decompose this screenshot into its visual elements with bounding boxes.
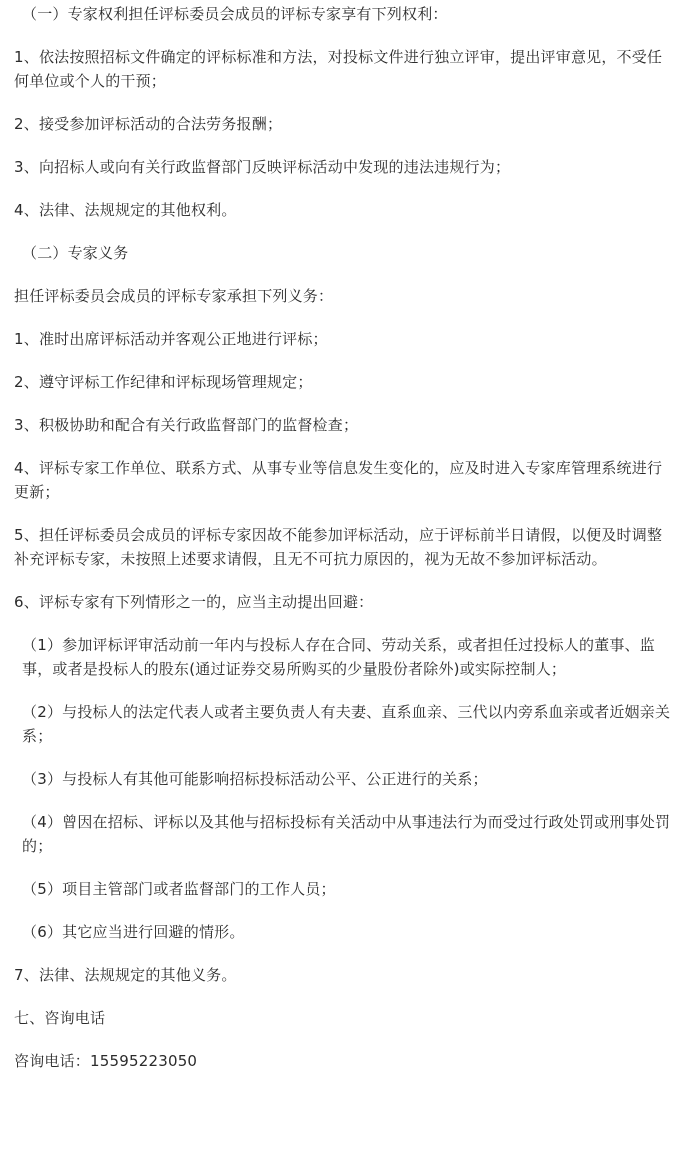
recusal-item-1: （1）参加评标评审活动前一年内与投标人存在合同、劳动关系，或者担任过投标人的董事、监事，或者是投标人的股东(通过证券交易所购买的少量股份者除外)或实际控制人； [22,636,655,678]
recusal-item-2: （2）与投标人的法定代表人或者主要负责人有夫妻、直系血亲、三代以内旁系血亲或者近姻亲关系； [22,703,671,745]
rights-item-4: 4、法律、法规规定的其他权利。 [14,201,237,219]
section-heading-expert-rights: （一）专家权利担任评标委员会成员的评标专家享有下列权利： [22,5,448,23]
recusal-item-5: （5）项目主管部门或者监督部门的工作人员； [22,880,336,898]
contact-phone: 咨询电话：15595223050 [14,1052,198,1070]
recusal-item-4: （4）曾因在招标、评标以及其他与招标投标有关活动中从事违法行为而受过行政处罚或刑事处罚的； [22,813,671,855]
duties-item-2: 2、遵守评标工作纪律和评标现场管理规定； [14,373,313,391]
duties-item-6: 6、评标专家有下列情形之一的，应当主动提出回避： [14,593,374,611]
duties-intro: 担任评标委员会成员的评标专家承担下列义务： [14,287,334,305]
duties-item-3: 3、积极协助和配合有关行政监督部门的监督检查； [14,416,359,434]
section-heading-expert-duties: （二）专家义务 [22,244,129,262]
duties-item-1: 1、准时出席评标活动并客观公正地进行评标； [14,330,328,348]
duties-item-5: 5、担任评标委员会成员的评标专家因故不能参加评标活动，应于评标前半日请假，以便及时调整补充评标专家，未按照上述要求请假，且无不可抗力原因的，视为无故不参加评标活动。 [14,526,663,568]
duties-item-4: 4、评标专家工作单位、联系方式、从事专业等信息发生变化的，应及时进入专家库管理系统进行更新； [14,459,663,501]
section-heading-contact: 七、咨询电话 [14,1009,106,1027]
duties-item-7: 7、法律、法规规定的其他义务。 [14,966,237,984]
rights-item-2: 2、接受参加评标活动的合法劳务报酬； [14,115,283,133]
recusal-item-6: （6）其它应当进行回避的情形。 [22,923,245,941]
rights-item-3: 3、向招标人或向有关行政监督部门反映评标活动中发现的违法违规行为； [14,158,511,176]
rights-item-1: 1、依法按照招标文件确定的评标标准和方法，对投标文件进行独立评审，提出评审意见，不受任何单位或个人的干预； [14,48,663,90]
recusal-item-3: （3）与投标人有其他可能影响招标投标活动公平、公正进行的关系； [22,770,488,788]
